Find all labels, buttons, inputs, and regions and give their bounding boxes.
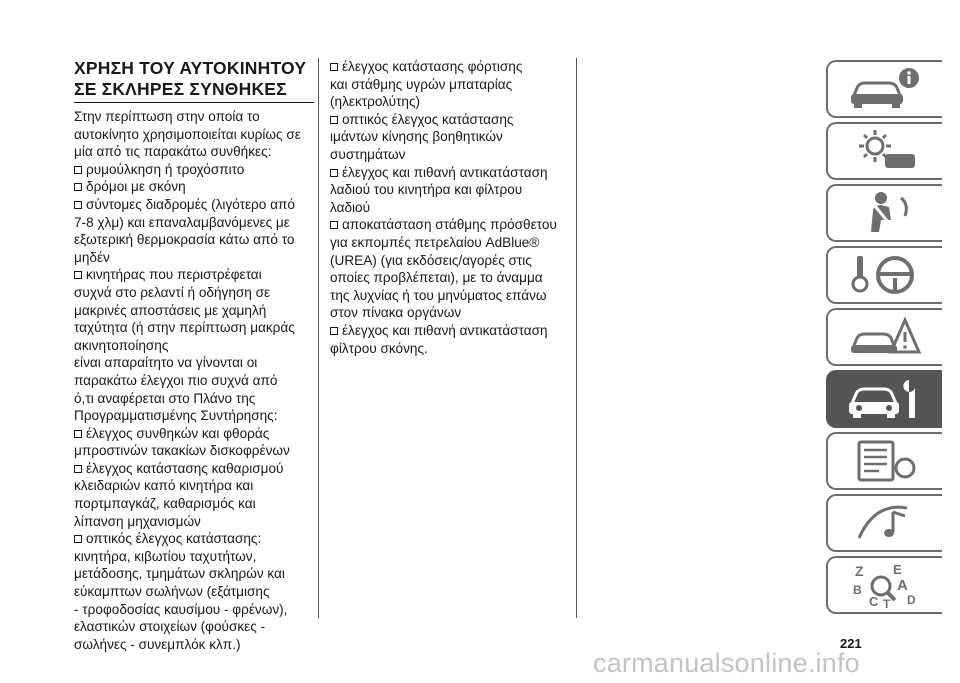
tab-warning-lights[interactable] — [826, 122, 942, 180]
bullet-item — [330, 58, 570, 76]
line-text: κλειδαριών καπό κινητήρα και — [74, 478, 254, 494]
line-text: λίπανση μηχανισμών — [74, 513, 201, 529]
bullet-box-icon — [74, 183, 82, 191]
line-text: έλεγχος κατάστασης φόρτισης — [342, 59, 523, 74]
line-text: παρακάτω έλεγχοι πιο συχνά από — [74, 372, 278, 388]
svg-text:E: E — [893, 562, 902, 577]
column-divider-left — [318, 58, 319, 618]
line-text: κινητήρα, κιβωτίου ταχυτήτων, — [74, 548, 257, 564]
line-text: συστημάτων — [330, 146, 406, 162]
line-text: εξωτερική θερμοκρασία κάτω από το — [74, 232, 295, 248]
line-text: κινητήρας που περιστρέφεται — [86, 267, 262, 283]
line-text: έλεγχος κατάστασης καθαρισμού — [86, 460, 284, 476]
svg-text:C: C — [869, 594, 879, 609]
bullet-item — [74, 266, 314, 284]
line-text: μετάδοσης, τμημάτων σκληρών και — [74, 566, 285, 582]
line-text: (UREA) (για εκδόσεις/αγορές στις — [330, 252, 532, 268]
text-line — [74, 407, 314, 425]
tab-safety[interactable] — [826, 184, 942, 242]
svg-text:B: B — [853, 583, 862, 597]
bullet-item — [74, 161, 314, 179]
bullet-box-icon — [330, 63, 338, 71]
text-line — [330, 304, 570, 322]
bullet-box-icon — [74, 465, 82, 473]
bullet-box-icon — [74, 166, 82, 174]
text-line — [74, 302, 314, 320]
text-line — [74, 126, 314, 144]
line-text: οπτικός έλεγχος κατάστασης: — [86, 531, 262, 547]
line-text: ελαστικών στοιχείων (φούσκες - — [74, 619, 266, 635]
car-warning-triangle-icon — [845, 312, 925, 362]
tab-emergency[interactable] — [826, 308, 942, 366]
line-text: έλεγχος και πιθανή αντικατάσταση — [342, 322, 548, 338]
tab-servicing-maintenance[interactable] — [826, 370, 942, 428]
bullet-item — [330, 111, 570, 129]
bullet-item — [74, 178, 314, 196]
text-line — [330, 146, 570, 164]
line-text: Στην περίπτωση στην οποία το — [74, 109, 260, 124]
bullet-item — [330, 164, 570, 182]
left-text-column — [74, 58, 314, 653]
text-line — [330, 287, 570, 305]
svg-text:Z: Z — [855, 563, 864, 579]
column-divider-right — [576, 58, 577, 618]
text-line — [74, 583, 314, 601]
line-text: μακρινές αποστάσεις με χαμηλή — [74, 302, 267, 318]
line-text: ταχύτητα (ή στην περίπτωση μακράς — [74, 320, 295, 336]
text-line — [74, 249, 314, 267]
line-text: συχνά στο ρελαντί ή οδήγηση σε — [74, 284, 271, 300]
watermark: carmanualsonline.info — [593, 648, 860, 678]
key-steering-wheel-icon — [845, 250, 925, 300]
line-text: ό,τι αναφέρεται στο Πλάνο της — [74, 390, 256, 406]
text-line — [74, 601, 314, 619]
line-text: της λυχνίας ή του μηνύματος επάνω — [330, 287, 547, 303]
car-info-icon — [845, 64, 925, 114]
seatbelt-airbag-icon — [845, 188, 925, 238]
heading-line-1: ΧΡΗΣΗ ΤΟΥ ΑΥΤΟΚΙΝΗΤΟΥ — [74, 58, 307, 78]
bullet-box-icon — [74, 271, 82, 279]
bullet-box-icon — [74, 535, 82, 543]
line-text: μία από τις παρακάτω συνθήκες: — [74, 144, 272, 160]
bullet-box-icon — [330, 116, 338, 124]
bullet-item — [74, 425, 314, 443]
tab-technical-data[interactable] — [826, 432, 942, 490]
line-text: έλεγχος συνθηκών και φθοράς — [86, 425, 270, 441]
technical-data-list-icon — [845, 436, 925, 486]
line-text: (ηλεκτρολύτης) — [330, 94, 421, 110]
line-text: εύκαμπτων σωλήνων (εξάτμισης — [74, 584, 270, 600]
line-text: λαδιού — [330, 199, 371, 215]
text-line — [74, 214, 314, 232]
text-line — [74, 442, 314, 460]
text-line — [74, 354, 314, 372]
bullet-item — [330, 216, 570, 234]
text-line — [74, 372, 314, 390]
section-heading — [74, 58, 314, 103]
bullet-box-icon — [330, 169, 338, 177]
page-number: 221 — [840, 636, 862, 651]
alphabetical-index-icon — [845, 560, 925, 610]
line-text: ρυμούλκηση ή τροχόσπιτο — [86, 161, 245, 177]
right-column-lines — [330, 58, 570, 357]
bullet-item — [330, 322, 570, 340]
text-line — [74, 284, 314, 302]
line-text: έλεγχος και πιθανή αντικατάσταση — [342, 164, 548, 180]
line-text: στον πίνακα οργάνων — [330, 305, 462, 321]
text-line — [330, 199, 570, 217]
left-column-lines — [74, 108, 314, 653]
line-text: για εκπομπές πετρελαίου AdBlue® — [330, 234, 540, 250]
line-text: είναι απαραίτητο να γίνονται οι — [74, 355, 258, 371]
text-line — [74, 108, 314, 126]
line-text: λαδιού του κινητήρα και φίλτρου — [330, 182, 523, 198]
line-text: μηδέν — [74, 249, 110, 265]
bullet-item — [74, 196, 314, 214]
line-text: ιμάντων κίνησης βοηθητικών — [330, 129, 503, 145]
line-text: 7-8 χλμ) και επαναλαμβανόμενες με — [74, 214, 290, 230]
line-text: ακινητοποίησης — [74, 337, 169, 353]
bullet-item — [74, 530, 314, 548]
tab-car-info[interactable] — [826, 60, 942, 118]
line-text: σωλήνες - συνεμπλόκ κλπ.) — [74, 636, 241, 652]
tab-index[interactable] — [826, 556, 942, 614]
text-line — [74, 548, 314, 566]
text-line — [74, 231, 314, 249]
line-text: δρόμοι με σκόνη — [86, 179, 186, 195]
text-line — [74, 337, 314, 355]
text-line — [330, 234, 570, 252]
text-line — [74, 565, 314, 583]
warning-lights-icon — [845, 126, 925, 176]
text-line — [74, 319, 314, 337]
line-text: σύντομες διαδρομές (λιγότερο από — [86, 196, 295, 212]
svg-text:T: T — [883, 597, 891, 610]
text-line — [74, 495, 314, 513]
line-text: Προγραμματισμένης Συντήρησης: — [74, 408, 278, 424]
tab-starting-driving[interactable] — [826, 246, 942, 304]
bullet-box-icon — [74, 430, 82, 438]
text-line — [74, 390, 314, 408]
svg-text:A: A — [897, 577, 908, 594]
line-text: οποίες προβλέπεται), με το άναμμα — [330, 270, 543, 286]
bullet-box-icon — [74, 201, 82, 209]
right-text-column — [330, 58, 570, 357]
multimedia-icon — [845, 498, 925, 548]
text-line — [330, 340, 570, 358]
text-line — [74, 618, 314, 636]
line-text: αποκατάσταση στάθμης πρόσθετου — [342, 217, 557, 233]
line-text: - τροφοδοσίας καυσίμου - φρένων), — [74, 601, 288, 617]
bullet-item — [74, 460, 314, 478]
text-line — [330, 269, 570, 287]
bullet-box-icon — [330, 221, 338, 229]
line-text: αυτοκίνητο χρησιμοποιείται κυρίως σε — [74, 126, 301, 142]
heading-line-2: ΣΕ ΣΚΛΗΡΕΣ ΣΥΝΘΗΚΕΣ — [74, 79, 287, 99]
bullet-box-icon — [330, 327, 338, 335]
text-line — [74, 477, 314, 495]
line-text: οπτικός έλεγχος κατάστασης — [342, 111, 514, 127]
text-line — [74, 143, 314, 161]
tab-multimedia[interactable] — [826, 494, 942, 552]
text-line — [330, 181, 570, 199]
text-line — [330, 128, 570, 146]
text-line — [330, 76, 570, 94]
svg-text:D: D — [907, 593, 916, 607]
line-text: φίλτρου σκόνης. — [330, 340, 428, 356]
text-line — [330, 93, 570, 111]
car-maintenance-wrench-icon — [845, 374, 925, 424]
line-text: και στάθμης υγρών μπαταρίας — [330, 76, 513, 92]
text-line — [74, 636, 314, 654]
line-text: πορτμπαγκάζ, καθαρισμός και — [74, 496, 256, 512]
text-line — [330, 252, 570, 270]
text-line — [74, 513, 314, 531]
line-text: μπροστινών τακακίων δισκοφρένων — [74, 443, 290, 459]
